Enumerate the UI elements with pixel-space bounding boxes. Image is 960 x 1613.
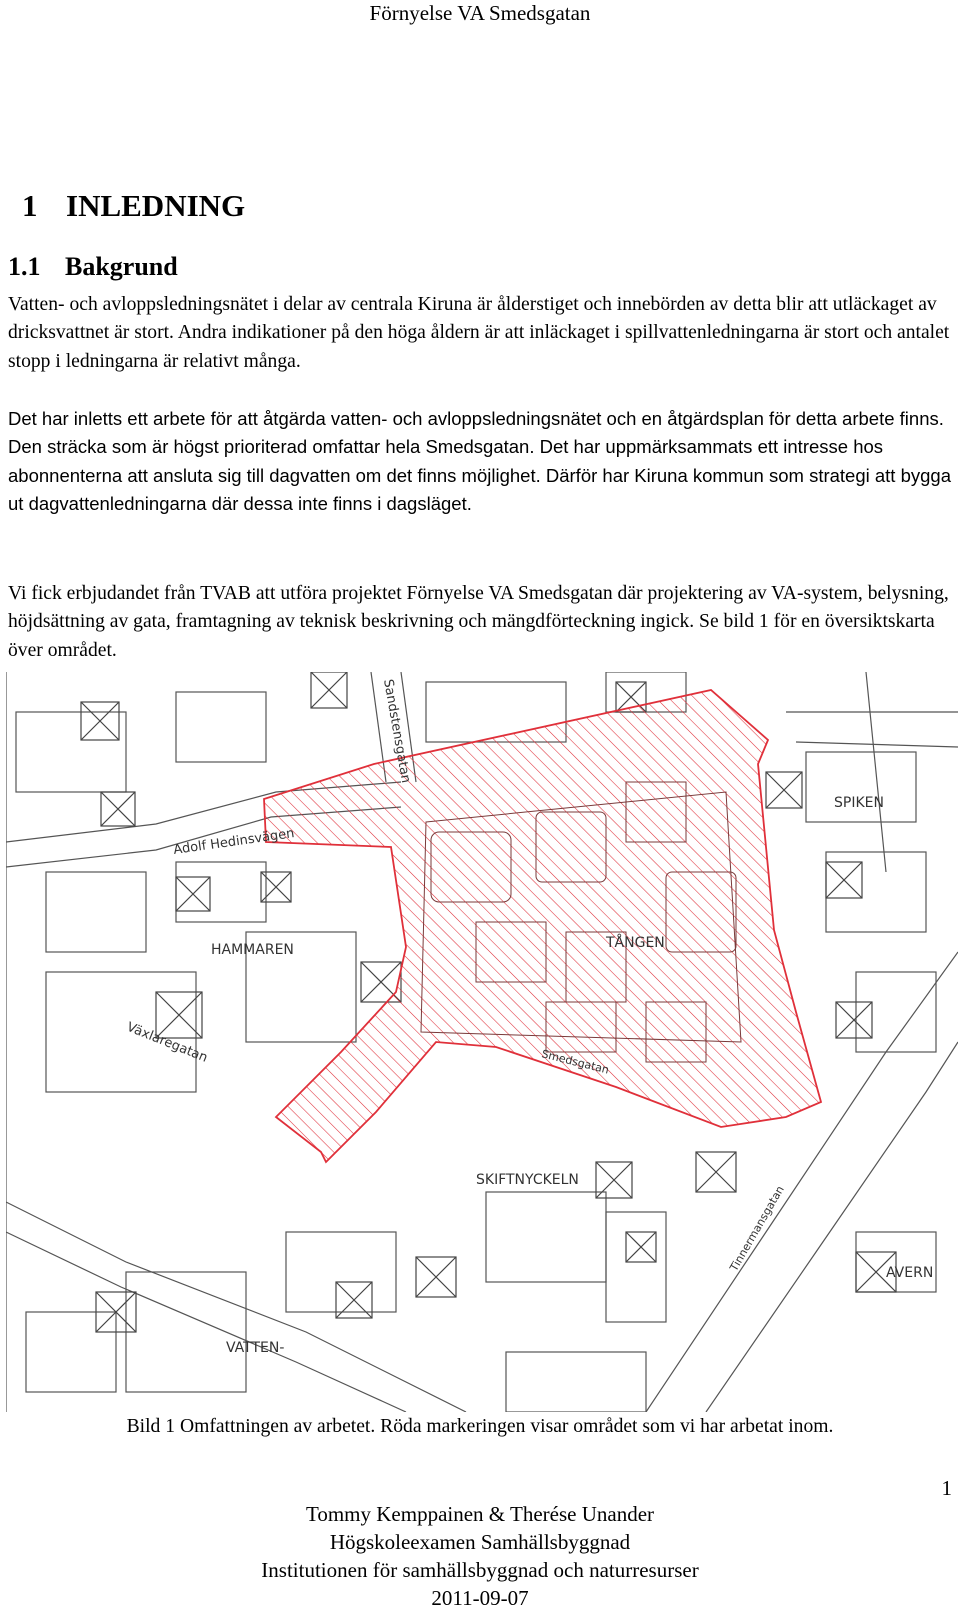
chapter-title: INLEDNING (66, 188, 246, 223)
map-label-avern: AVERN (886, 1265, 934, 1281)
chapter-number: 1 (22, 188, 38, 223)
map-label-spiken: SPIKEN (834, 795, 884, 811)
page-footer (0, 1500, 960, 1612)
map-label-hammaren: HAMMAREN (211, 942, 294, 958)
footer-program: Högskoleexamen Samhällsbyggnad (329, 1530, 631, 1554)
paragraph-2: Det har inletts ett arbete för att åtgärda vatten- och avloppsledningsnätet och en åtgärdsplan för detta arbete finns. Den sträcka som är högst prioriterad omfattar hela Smedsgatan. Det har uppmärksammats ett intresse hos abonnenterna att ansluta sig till dagvatten om det finns möjlighet. Därför har Kiruna kommun som strategi att bygga ut dagvattenledningarna där dessa inte finns i dagsläget. (8, 408, 951, 515)
footer-authors: Tommy Kemppainen & Therése Unander (305, 1502, 655, 1526)
map-label-smedsgatan: Smedsgatan (540, 1047, 611, 1077)
section-title: Bakgrund (65, 252, 178, 281)
map-label-skiftnyckeln: SKIFTNYCKELN (476, 1172, 579, 1188)
footer-institution: Institutionen för samhällsbyggnad och naturresurser (261, 1558, 699, 1582)
paragraph-1: Vatten- och avloppsledningsnätet i delar av centrala Kiruna är ålderstiget och innebörden av detta blir att utläckaget av dricksvattnet är stort. Andra indikationer på den höga åldern är att inläckaget i spillvattenledningarna är stort och antalet stopp i ledningarna är relativt många. (8, 294, 950, 372)
map-label-vaxlaregatan: Växlaregatan (124, 1019, 210, 1066)
footer-date: 2011-09-07 (431, 1586, 529, 1610)
section-number: 1.1 (8, 252, 41, 281)
map-label-tangen: TÅNGEN (606, 935, 665, 951)
page-header: Förnyelse VA Smedsgatan (369, 1, 591, 25)
map-label-adolf-hedinsvagen: Adolf Hedinsvägen (172, 826, 296, 858)
overview-map (6, 672, 958, 1412)
map-label-vatten: VATTEN- (226, 1340, 285, 1356)
figure-caption: Bild 1 Omfattningen av arbetet. Röda markeringen visar området som vi har arbetat inom. (126, 1416, 834, 1437)
section-heading (8, 252, 178, 282)
map-label-tinnermansgatan: Tinnermansgatan (727, 1183, 787, 1274)
map-label-sandstensgatan: Sandstensgatan (380, 678, 414, 785)
paragraph-3: Vi fick erbjudandet från TVAB att utföra projektet Förnyelse VA Smedsgatan där projektering av VA-system, belysning, höjdsättning av gata, framtagning av teknisk beskrivning och mängdförteckning ingick. Se bild 1 för en översiktskarta över området. (8, 583, 949, 661)
chapter-heading (22, 188, 245, 224)
page-number: 1 (941, 1476, 952, 1500)
